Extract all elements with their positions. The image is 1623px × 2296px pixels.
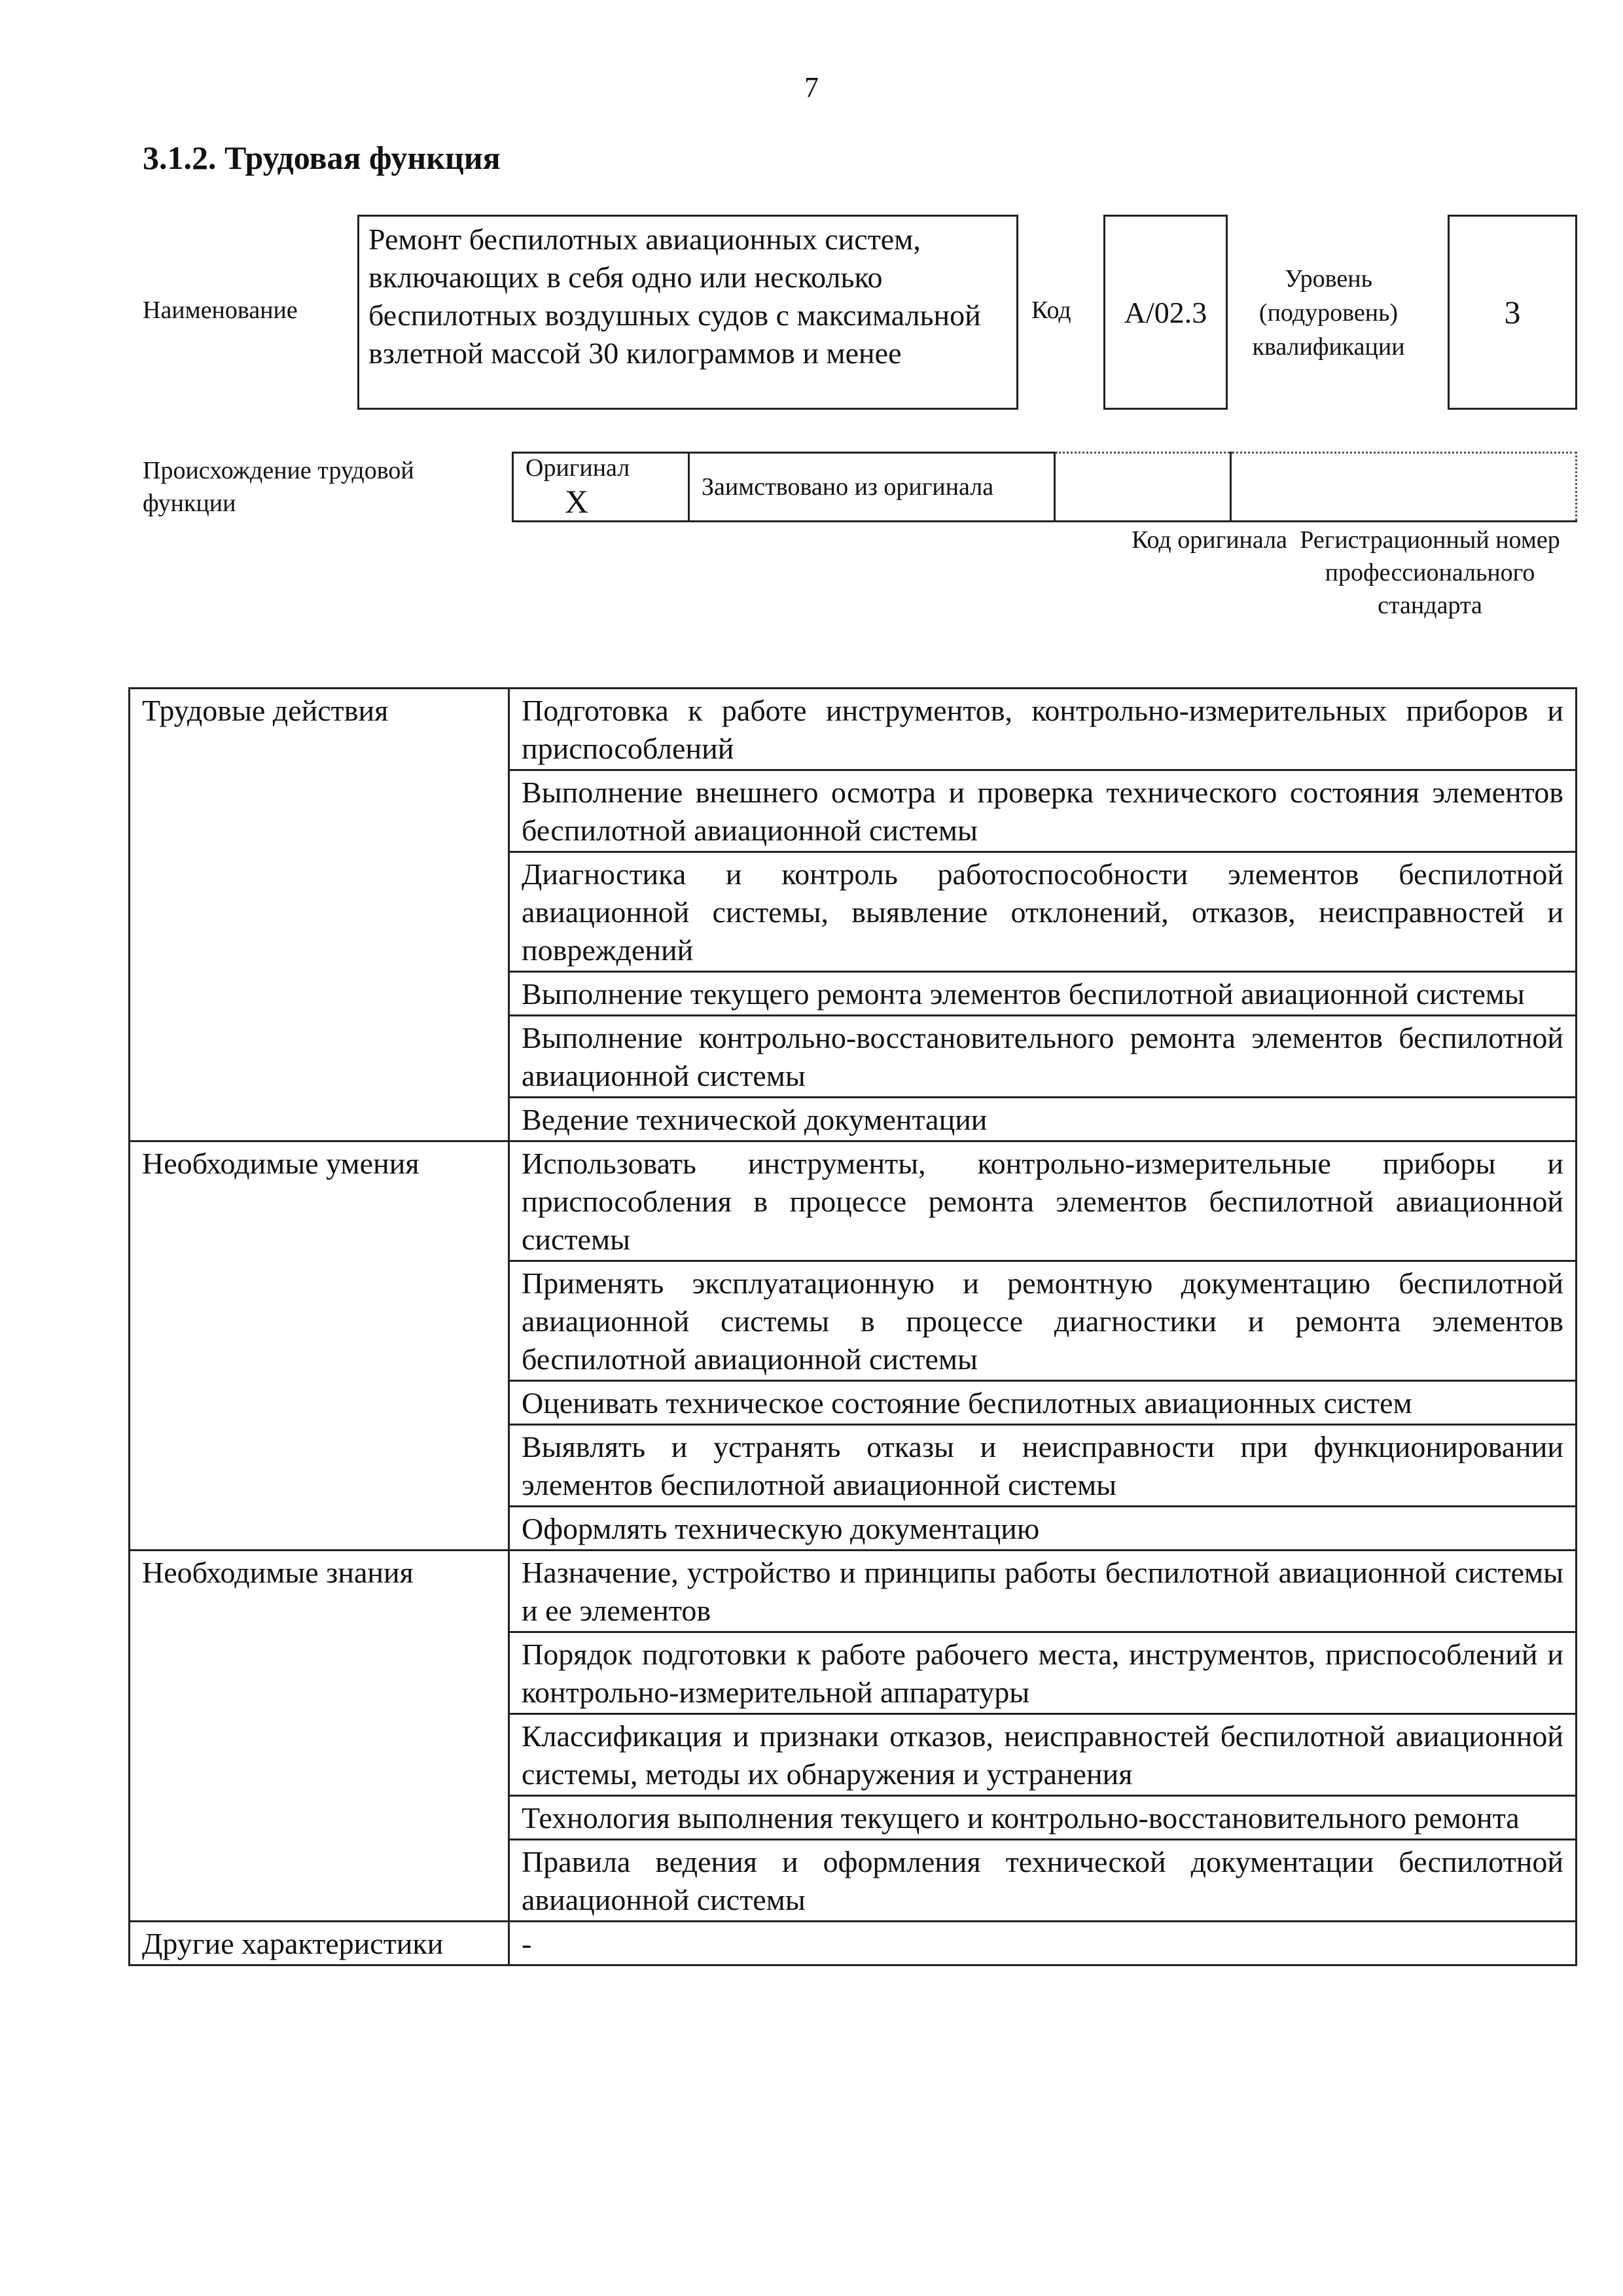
table-row [130,1141,1577,1261]
function-details-table [128,687,1577,1966]
code-original-label: Код оригинала [1132,526,1287,554]
category-label: Необходимые умения [142,1147,419,1180]
page-number: 7 [804,71,819,103]
origin-original-cell [513,453,689,522]
item-cell: Ведение технической документации [509,1098,1577,1141]
origin-table [512,452,1577,522]
item-cell: Правила ведения и оформления технической документации беспилотной авиационной системы [509,1840,1577,1922]
category-cell [130,1922,509,1965]
origin-code-cell [1055,453,1231,522]
item-cell: Выполнение контрольно-восстановительного ремонта элементов беспилотной авиационной системы [509,1016,1577,1098]
category-label: Другие характеристики [142,1927,444,1960]
item-cell: Оформлять техническую документацию [509,1507,1577,1551]
original-mark: X [565,483,589,520]
function-name-value: Ремонт беспилотных авиационных систем, включающих в себя одно или несколько беспилотных воздушных судов с максимальной взлетной массой 30 килограммов и менее [368,223,981,370]
level-value: 3 [1504,294,1521,331]
table-row [130,1922,1577,1965]
table-row [130,689,1577,770]
item-cell: Диагностика и контроль работоспособности элементов беспилотной авиационной системы, выявление отклонений, отказов, неисправностей и повреждений [509,852,1577,972]
item-cell: Выполнение текущего ремонта элементов беспилотной авиационной системы [509,972,1577,1016]
item-cell: Технология выполнения текущего и контрольно-восстановительного ремонта [509,1796,1577,1840]
original-label: Оригинал [526,454,630,482]
item-cell: Выполнение внешнего осмотра и проверка технического состояния элементов беспилотной авиационной системы [509,770,1577,852]
item-cell: Назначение, устройство и принципы работы беспилотной авиационной системы и ее элементов [509,1551,1577,1632]
item-cell: Порядок подготовки к работе рабочего места, инструментов, приспособлений и контрольно-измерительной аппаратуры [509,1632,1577,1714]
table-row [130,1551,1577,1632]
code-value: A/02.3 [1124,295,1207,329]
item-cell: Выявлять и устранять отказы и неисправности при функционировании элементов беспилотной авиационной системы [509,1425,1577,1507]
item-cell: Подготовка к работе инструментов, контрольно-измерительных приборов и приспособлений [509,689,1577,770]
level-label: Уровень (подуровень) квалификации [1252,265,1405,361]
item-cell: - [509,1922,1577,1965]
level-box [1448,215,1577,410]
origin-reg-cell [1231,453,1577,522]
category-cell [130,1551,509,1922]
code-box [1103,215,1228,410]
borrowed-label: Заимствовано из оригинала [702,473,994,501]
item-cell: Оценивать техническое состояние беспилотных авиационных систем [509,1381,1577,1425]
origin-borrowed-cell [689,453,1055,522]
code-label: Код [1031,296,1071,324]
section-title: 3.1.2. Трудовая функция [143,139,501,176]
category-label: Необходимые знания [142,1556,414,1589]
name-label: Наименование [143,296,298,324]
category-cell [130,1141,509,1551]
item-cell: Использовать инструменты, контрольно-измерительные приборы и приспособления в процессе ремонта элементов беспилотной авиационной системы [509,1141,1577,1261]
reg-number-label: Регистрационный номер профессионального стандарта [1300,526,1560,619]
item-cell: Применять эксплуатационную и ремонтную документацию беспилотной авиационной системы в процессе диагностики и ремонта элементов беспилотной авиационной системы [509,1261,1577,1381]
item-cell: Классификация и признаки отказов, неисправностей беспилотной авиационной системы, методы их обнаружения и устранения [509,1714,1577,1796]
category-cell [130,689,509,1141]
function-name-box [357,215,1018,410]
category-label: Трудовые действия [142,694,389,727]
origin-label: Происхождение трудовой функции [143,457,414,517]
